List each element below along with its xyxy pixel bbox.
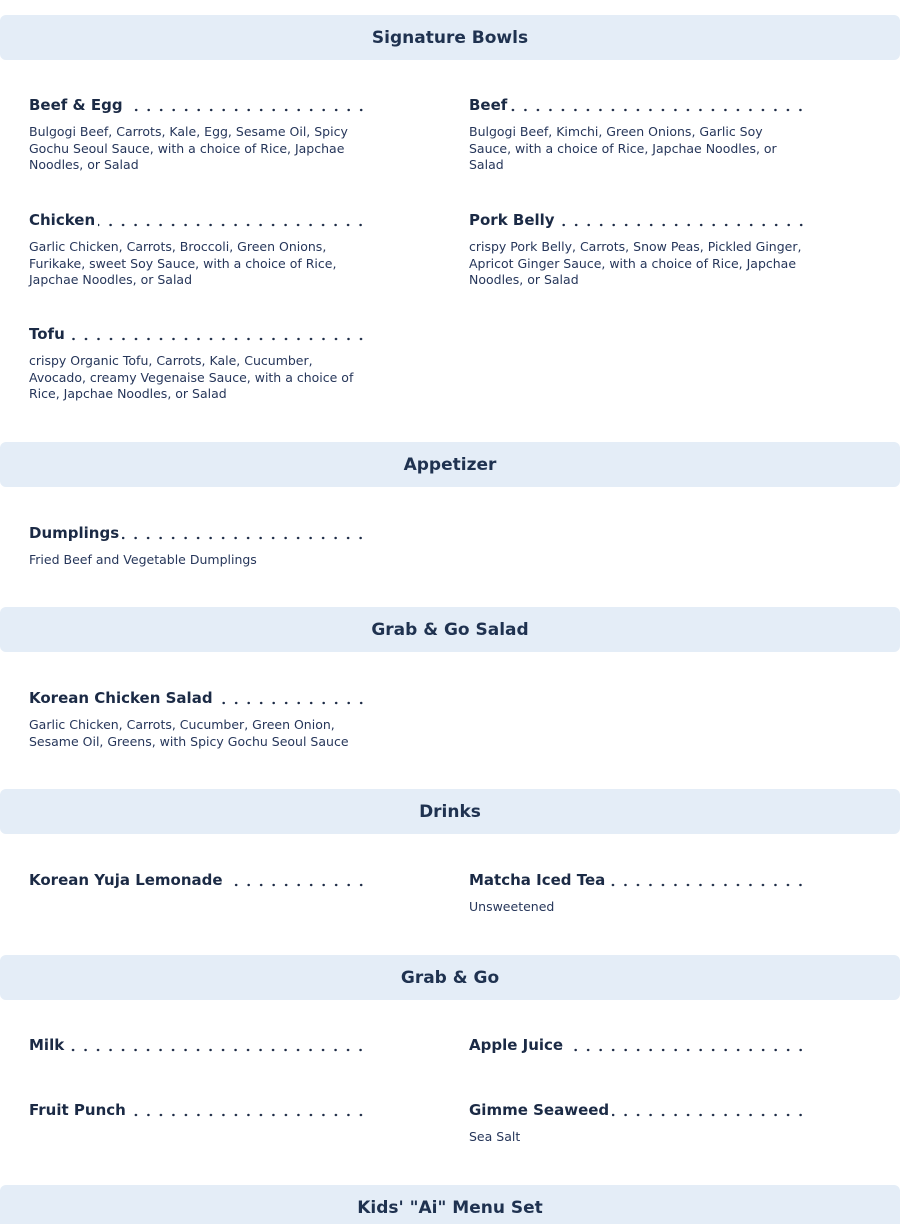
menu-item-dumplings[interactable]: [29, 524, 367, 569]
menu-item-korean-yuja-lemonade[interactable]: [29, 871, 367, 891]
section-header-grab-and-go: Grab & Go: [0, 955, 900, 1000]
menu-item-tofu[interactable]: [29, 325, 367, 403]
dot-leader: [226, 877, 367, 887]
menu-item-apple-juice[interactable]: [469, 1036, 807, 1056]
dot-leader: [67, 1042, 367, 1052]
item-name: Korean Chicken Salad: [29, 689, 213, 707]
menu-item-korean-chicken-salad[interactable]: [29, 689, 367, 750]
item-description: Unsweetened: [469, 899, 555, 914]
item-name: Matcha Iced Tea: [469, 871, 606, 889]
menu-item-chicken[interactable]: [29, 211, 367, 289]
item-name: Dumplings: [29, 524, 120, 542]
item-description: Fried Beef and Vegetable Dumplings: [29, 552, 257, 567]
dot-leader: [129, 1107, 367, 1117]
item-name: Beef: [469, 96, 508, 114]
dot-leader: [126, 102, 367, 112]
dot-leader: [68, 331, 367, 341]
section-header-kids-ai-menu-set: Kids' "Ai" Menu Set: [0, 1185, 900, 1224]
item-name: Milk: [29, 1036, 65, 1054]
menu-item-milk[interactable]: [29, 1036, 367, 1056]
item-description: crispy Pork Belly, Carrots, Snow Peas, Pickled Ginger, Apricot Ginger Sauce, with a choice of Rice, Japchae Noodles, or Salad: [469, 239, 802, 288]
dot-leader: [558, 217, 807, 227]
dot-leader: [566, 1042, 807, 1052]
dot-leader: [122, 530, 367, 540]
dot-leader: [98, 217, 367, 227]
dot-leader: [612, 1107, 807, 1117]
item-description: Garlic Chicken, Carrots, Broccoli, Green Onions, Furikake, sweet Soy Sauce, with a choice of Rice, Japchae Noodles, or Salad: [29, 239, 337, 288]
item-name: Fruit Punch: [29, 1101, 126, 1119]
item-name: Korean Yuja Lemonade: [29, 871, 223, 889]
menu-item-beef[interactable]: [469, 96, 807, 174]
item-description: Garlic Chicken, Carrots, Cucumber, Green Onion, Sesame Oil, Greens, with Spicy Gochu Seoul Sauce: [29, 717, 349, 749]
item-name: Pork Belly: [469, 211, 555, 229]
section-header-drinks: Drinks: [0, 789, 900, 834]
dot-leader: [510, 102, 807, 112]
item-name: Tofu: [29, 325, 65, 343]
section-header-grab-and-go-salad: Grab & Go Salad: [0, 607, 900, 652]
section-header-signature-bowls: Signature Bowls: [0, 15, 900, 60]
section-header-appetizer: Appetizer: [0, 442, 900, 487]
menu-item-beef-and-egg[interactable]: [29, 96, 367, 174]
dot-leader: [608, 877, 807, 887]
item-description: crispy Organic Tofu, Carrots, Kale, Cucumber, Avocado, creamy Vegenaise Sauce, with a choice of Rice, Japchae Noodles, or Salad: [29, 353, 354, 402]
item-description: Sea Salt: [469, 1129, 521, 1144]
item-name: Apple Juice: [469, 1036, 564, 1054]
dot-leader: [216, 695, 367, 705]
item-description: Bulgogi Beef, Kimchi, Green Onions, Garlic Soy Sauce, with a choice of Rice, Japchae Noodles, or Salad: [469, 124, 777, 173]
item-description: Bulgogi Beef, Carrots, Kale, Egg, Sesame Oil, Spicy Gochu Seoul Sauce, with a choice of Rice, Japchae Noodles, or Salad: [29, 124, 348, 173]
menu-item-fruit-punch[interactable]: [29, 1101, 367, 1121]
item-name: Gimme Seaweed: [469, 1101, 610, 1119]
menu-item-gimme-seaweed[interactable]: [469, 1101, 807, 1146]
item-name: Chicken: [29, 211, 96, 229]
menu-item-matcha-iced-tea[interactable]: [469, 871, 807, 916]
menu-item-pork-belly[interactable]: [469, 211, 807, 289]
item-name: Beef & Egg: [29, 96, 123, 114]
